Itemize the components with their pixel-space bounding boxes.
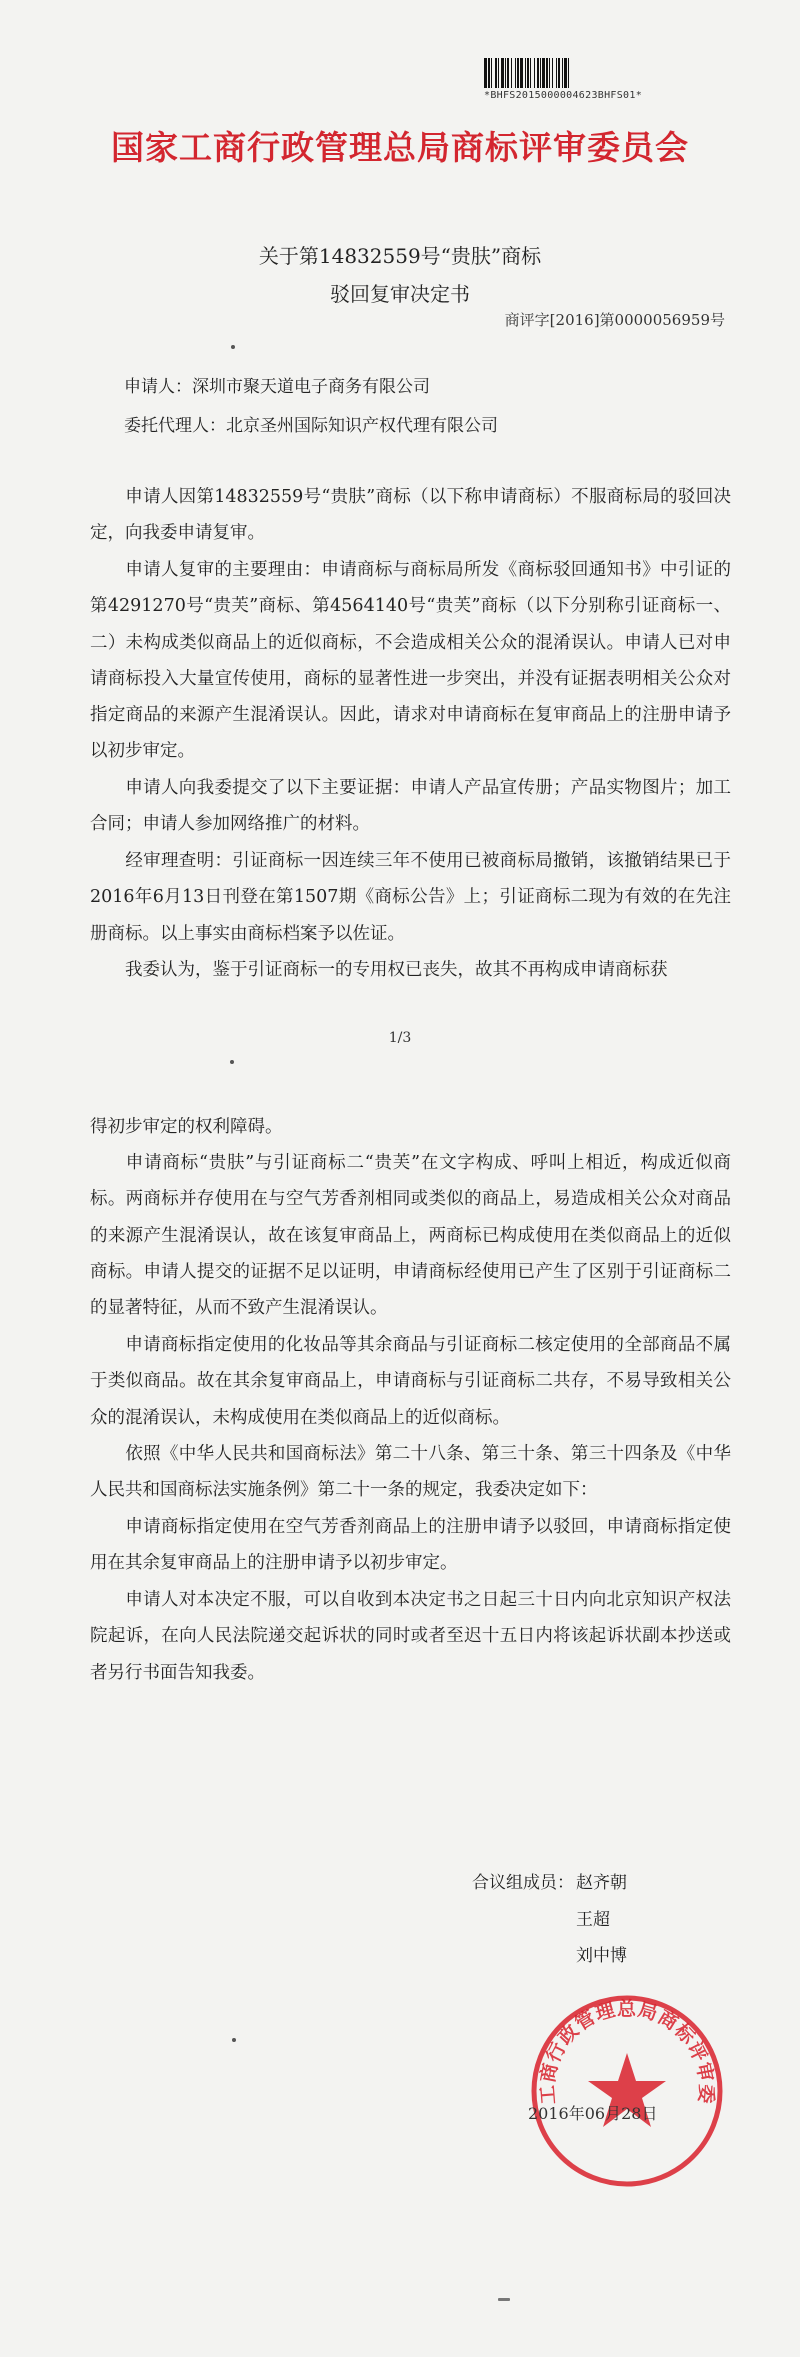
issuer-header: 国家工商行政管理总局商标评审委员会 [111,128,689,167]
scan-speck [498,2298,510,2301]
page-number: 1/3 [388,1030,412,1046]
page1-paragraph-2: 申请人复审的主要理由：申请商标与商标局所发《商标驳回通知书》中引证的第4291270号“贵芙”商标、第4564140号“贵芙”商标（以下分别称引证商标一、二）未构成类似商品上的近似商标，不会造成相关公众的混淆误认。申请人已对申请商标投入大量宣传使用，商标的显著性进一步突出，并没有证据表明相关公众对指定商品的来源产生混淆误认。因此，请求对申请商标在复审商品上的注册申请予以初步审定。 [90,560,731,762]
document-number: 商评字[2016]第0000056959号 [504,311,725,329]
page2-paragraph-2: 申请商标“贵肤”与引证商标二“贵芙”在文字构成、呼叫上相近，构成近似商标。两商标并存使用在与空气芳香剂相同或类似的商品上，易造成相关公众对商品的来源产生混淆误认，故在该复审商品上，两商标已构成使用在类似商品上的近似商标。申请人提交的证据不足以证明，申请商标经使用已产生了区别于引证商标二的显著特征，从而不致产生混淆误认。 [90,1153,731,1319]
document-title-line1: 关于第14832559号“贵肤”商标 [258,244,542,268]
barcode-bars [484,58,684,88]
barcode-bar [569,58,571,88]
barcode [484,58,684,101]
page1-paragraph-3: 申请人向我委提交了以下主要证据：申请人产品宣传册；产品实物图片；加工合同；申请人参加网络推广的材料。 [90,778,731,835]
page2-paragraph-5: 申请商标指定使用在空气芳香剂商品上的注册申请予以驳回，申请商标指定使用在其余复审商品上的注册申请予以初步审定。 [90,1517,731,1574]
official-seal [529,1993,725,2189]
panel-member: 赵齐朝 [576,1873,627,1893]
page1-paragraph-1: 申请人因第14832559号“贵肤”商标（以下称申请商标）不服商标局的驳回决定，向我委申请复审。 [90,487,731,544]
panel-member: 王超 [576,1909,610,1930]
page2-paragraph-6: 申请人对本决定不服，可以自收到本决定书之日起三十日内向北京知识产权法院起诉，在向人民法院递交起诉状的同时或者至迟十五日内将该起诉状副本抄送或者另行书面告知我委。 [90,1590,731,1683]
panel-member: 刘中博 [576,1946,627,1966]
decision-date: 2016年06月28日 [528,2104,658,2123]
page2-paragraph-3: 申请商标指定使用的化妆品等其余商品与引证商标二核定使用的全部商品不属于类似商品。故在其余复审商品上，申请商标与引证商标二共存，不易导致相关公众的混淆误认，未构成使用在类似商品上的近似商标。 [90,1335,731,1428]
panel-members [472,1865,732,1975]
document-title-line2: 驳回复审决定书 [330,282,470,306]
panel-label: 合议组成员： [472,1873,574,1893]
page1-paragraph-5: 我委认为，鉴于引证商标一的专用权已丧失，故其不再构成申请商标获 [125,960,668,980]
scan-speck [230,1060,234,1064]
svg-text:国家工商行政管理总局商标评审委员会: 工商行政管理总局商标评审委 [536,1998,718,2106]
page2-paragraph-4: 依照《中华人民共和国商标法》第二十八条、第三十条、第三十四条及《中华人民共和国商标法实施条例》第二十一条的规定，我委决定如下： [90,1444,731,1501]
agent-line: 委托代理人：北京圣州国际知识产权代理有限公司 [124,416,498,436]
scan-speck [231,345,235,349]
seal-graphic [529,1993,725,2189]
scan-speck [232,2038,236,2042]
page1-paragraph-4: 经审理查明：引证商标一因连续三年不使用已被商标局撤销，该撤销结果已于2016年6月13日刊登在第1507期《商标公告》上；引证商标二现为有效的在先注册商标。以上事实由商标档案予以佐证。 [90,851,731,944]
page2-paragraph-1: 得初步审定的权利障碍。 [90,1117,283,1137]
applicant-line: 申请人：深圳市聚天道电子商务有限公司 [124,377,430,397]
barcode-text: *BHFS2015000004623BHFS01* [484,90,643,101]
